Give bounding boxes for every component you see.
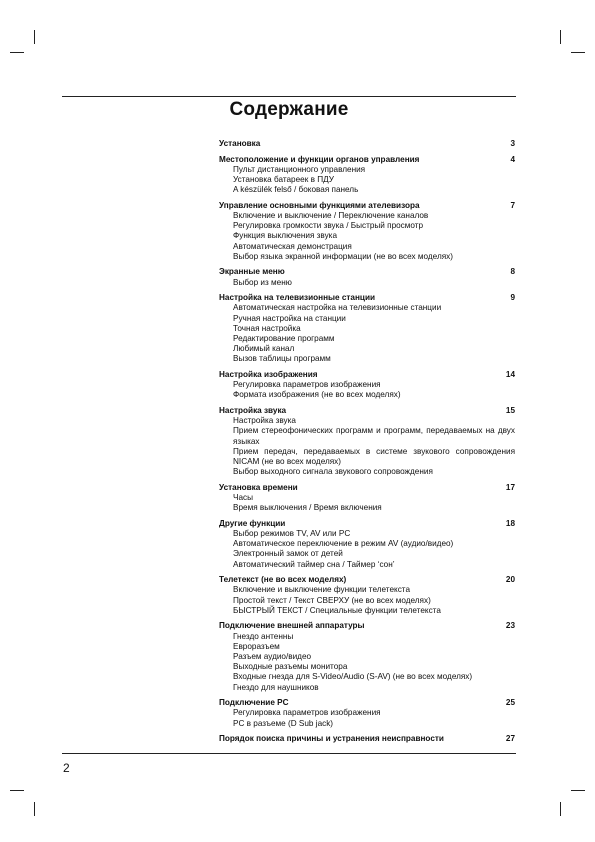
toc-section-title: Местоположение и функции органов управления — [219, 154, 420, 164]
toc-section-heading[interactable] — [219, 575, 515, 585]
toc-section-title: Телетекст (не во всех моделях) — [219, 575, 347, 585]
toc-page-number: 18 — [505, 518, 515, 528]
toc-page-number: 15 — [505, 406, 515, 416]
toc-section-heading[interactable] — [219, 621, 515, 631]
toc-page-number: 3 — [510, 139, 515, 148]
toc-page-number: 7 — [510, 200, 515, 210]
toc-entry[interactable]: PC в разъеме (D Sub jack) — [233, 718, 334, 728]
toc-entry[interactable]: Гнездо антенны — [233, 631, 294, 641]
toc-entry[interactable]: Прием передач, передаваемых в системе звукового сопровождения NICAM (не во всех моделях) — [233, 446, 515, 467]
toc-section-title: Подключение PC — [219, 698, 289, 708]
crop-mark — [571, 52, 585, 53]
toc-section — [219, 734, 515, 744]
toc-section — [219, 139, 515, 149]
crop-mark — [10, 790, 24, 791]
toc-entry[interactable]: Точная настройка — [233, 323, 301, 333]
table-of-contents — [219, 139, 515, 750]
toc-section — [219, 575, 515, 616]
toc-section — [219, 621, 515, 692]
toc-entry[interactable]: Выбор из меню — [233, 277, 292, 287]
toc-entry[interactable]: Любимый канал — [233, 344, 295, 354]
toc-section-title: Порядок поиска причины и устранения неисправности — [219, 734, 444, 744]
toc-entry[interactable]: Ручная настройка на станции — [233, 313, 346, 323]
top-rule — [62, 96, 516, 97]
toc-section — [219, 406, 515, 477]
toc-page-number: 23 — [505, 621, 515, 631]
toc-section-title: Установка — [219, 139, 261, 148]
page-title: Содержание — [229, 99, 349, 120]
toc-section-title: Настройка звука — [219, 406, 287, 416]
toc-section-heading[interactable] — [219, 406, 515, 416]
toc-entry[interactable]: Время выключения / Время включения — [233, 503, 382, 513]
toc-entry[interactable]: Регулировка громкости звука / Быстрый просмотр — [233, 221, 424, 231]
toc-page-number: 27 — [505, 734, 515, 744]
toc-section — [219, 370, 515, 401]
toc-section-heading[interactable] — [219, 155, 515, 165]
toc-page-number: 20 — [505, 575, 515, 585]
toc-entry[interactable]: Включение и выключение функции телетекста — [233, 585, 410, 595]
toc-entry[interactable]: Разъем аудио/видео — [233, 652, 312, 662]
page-number: 2 — [63, 761, 70, 775]
toc-entry[interactable]: Автоматический таймер сна / Таймер ‘сон’ — [233, 559, 395, 569]
toc-entry[interactable]: Регулировка параметров изображения — [233, 380, 381, 390]
toc-entry[interactable]: БЫСТРЫЙ ТЕКСТ / Специальные функции телетекста — [233, 605, 441, 615]
toc-page-number: 17 — [505, 482, 515, 492]
toc-entry[interactable]: Автоматическое переключение в режим AV (аудио/видео) — [233, 539, 454, 549]
toc-entry[interactable]: Выбор режимов TV, AV или PC — [233, 529, 351, 539]
toc-entry[interactable]: A készülék felső / боковая панель — [233, 185, 359, 195]
toc-entry[interactable]: Прием стереофонических программ и программ, передаваемых на двух языках — [233, 426, 515, 446]
toc-section-heading[interactable] — [219, 267, 515, 277]
toc-section-title: Управление основными функциями ателевизора — [219, 200, 420, 210]
toc-entry[interactable]: Выбор языка экранной информации (не во всех моделях) — [233, 251, 453, 261]
toc-entry[interactable]: Евроразъем — [233, 641, 280, 651]
toc-section — [219, 201, 515, 262]
toc-entry[interactable]: Установка батареек в ПДУ — [233, 175, 334, 184]
toc-section-title: Экранные меню — [219, 267, 285, 277]
toc-section — [219, 293, 515, 364]
toc-page-number: 8 — [510, 267, 515, 277]
crop-mark — [571, 790, 585, 791]
crop-mark — [560, 30, 561, 44]
crop-mark — [10, 52, 24, 53]
toc-entry[interactable]: Настройка звука — [233, 416, 296, 426]
crop-mark — [34, 30, 35, 44]
toc-section-heading[interactable] — [219, 139, 515, 149]
toc-section-title: Установка времени — [219, 482, 298, 492]
toc-page-number: 14 — [505, 370, 515, 380]
toc-page-number: 9 — [510, 293, 515, 303]
toc-section — [219, 483, 515, 514]
toc-entry[interactable]: Пульт дистанционного управления — [233, 164, 366, 174]
toc-entry[interactable]: Включение и выключение / Переключение каналов — [233, 211, 429, 220]
toc-section-heading[interactable] — [219, 734, 515, 744]
toc-entry[interactable]: Электронный замок от детей — [233, 549, 343, 559]
toc-entry[interactable]: Гнездо для наушников — [233, 682, 319, 692]
toc-section-title: Подключение внешней аппаратуры — [219, 621, 365, 631]
toc-entry[interactable]: Выходные разъемы монитора — [233, 662, 348, 672]
toc-entry[interactable]: Входные гнезда для S-Video/Audio (S-AV) (не во всех моделях) — [233, 672, 473, 682]
crop-mark — [34, 802, 35, 816]
toc-section-title: Другие функции — [219, 518, 286, 528]
toc-section-heading[interactable] — [219, 519, 515, 529]
toc-entry[interactable]: Функция выключения звука — [233, 231, 337, 241]
crop-mark — [560, 802, 561, 816]
toc-section-title: Настройка изображения — [219, 370, 318, 380]
toc-section-heading[interactable] — [219, 201, 515, 211]
toc-section-heading[interactable] — [219, 483, 515, 493]
toc-entry[interactable]: Редактирование программ — [233, 334, 335, 344]
toc-page-number: 4 — [510, 154, 515, 164]
toc-entry[interactable]: Автоматическая демонстрация — [233, 241, 352, 251]
toc-entry[interactable]: Автоматическая настройка на телевизионные станции — [233, 303, 442, 313]
toc-entry[interactable]: Регулировка параметров изображения — [233, 708, 381, 718]
toc-section — [219, 267, 515, 287]
toc-section-heading[interactable] — [219, 293, 515, 303]
toc-entry[interactable]: Часы — [233, 493, 253, 503]
toc-page-number: 25 — [505, 698, 515, 708]
toc-section-heading[interactable] — [219, 370, 515, 380]
toc-section — [219, 519, 515, 570]
toc-entry[interactable]: Вызов таблицы программ — [233, 354, 331, 364]
toc-section-title: Настройка на телевизионные станции — [219, 293, 376, 303]
bottom-rule — [62, 753, 516, 754]
toc-entry[interactable]: Выбор выходного сигнала звукового сопровождения — [233, 467, 433, 477]
toc-entry[interactable]: Формата изображения (не во всех моделях) — [233, 390, 401, 400]
toc-section-heading[interactable] — [219, 698, 515, 708]
toc-section — [219, 698, 515, 729]
toc-section — [219, 155, 515, 196]
toc-entry[interactable]: Простой текст / Текст СВЕРХУ (не во всех моделях) — [233, 595, 431, 605]
